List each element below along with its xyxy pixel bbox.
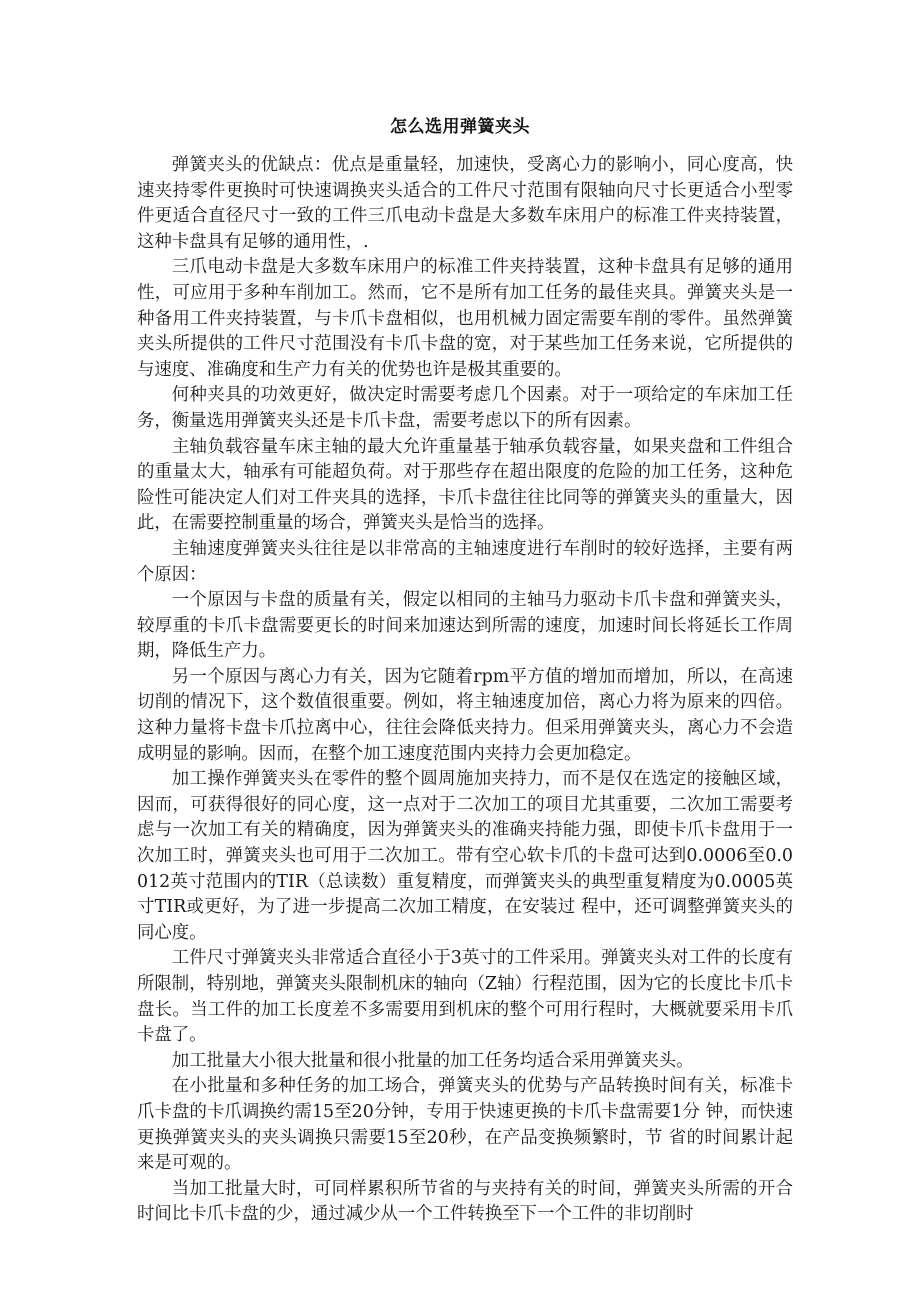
paragraph: 加工批量大小很大批量和很小批量的加工任务均适合采用弹簧夹头。 <box>171 1050 694 1071</box>
paragraph: 加工操作弹簧夹头在零件的整个圆周施加夹持力，而不是仅在选定的接触区域，因而，可获得很好的同心度，这一点对于二次加工的项目尤其重要，二次加工需要考虑与一次加工有关的精确度，因为弹簧夹头的准确夹持能力强，即使卡爪卡盘用于一次加工时，弹簧夹头也可用于二次加工。带有空心软卡爪的卡盘可达到0.0006至0.0012英寸范围内的TIR（总读数）重复精度，而弹簧夹头的典型重复精度为0.0005英寸TIR或更好，为了进一步提高二次加工精度，在安装过 程中，还可调整弹簧夹头的同心度。 <box>137 769 793 943</box>
paragraph: 当加工批量大时，可同样累积所节省的与夹持有关的时间，弹簧夹头所需的开合时间比卡爪卡盘的少，通过减少从一个工件转换至下一个工件的非切削时 <box>137 1178 793 1225</box>
paragraph: 主轴负载容量车床主轴的最大允许重量基于轴承负载容量，如果夹盘和工件组合的重量太大，轴承有可能超负荷。对于那些存在超出限度的危险的加工任务，这种危险性可能决定人们对工件夹具的选择，卡爪卡盘往往比同等的弹簧夹头的重量大，因此，在需要控制重量的场合，弹簧夹头是恰当的选择。 <box>137 436 793 534</box>
paragraph: 另一个原因与离心力有关，因为它随着rpm平方值的增加而增加，所以，在高速切削的情况下，这个数值很重要。例如，将主轴速度加倍，离心力将为原来的四倍。这种力量将卡盘卡爪拉离中心，往往会降低夹持力。但采用弹簧夹头，离心力不会造成明显的影响。因而，在整个加工速度范围内夹持力会更加稳定。 <box>137 666 793 764</box>
paragraph: 何种夹具的功效更好，做决定时需要考虑几个因素。对于一项给定的车床加工任务，衡量选用弹簧夹头还是卡爪卡盘，需要考虑以下的所有因素。 <box>137 385 793 431</box>
paragraph: 工件尺寸弹簧夹头非常适合直径小于3英寸的工件采用。弹簧夹头对工件的长度有所限制，特别地，弹簧夹头限制机床的轴向（Z轴）行程范围，因为它的长度比卡爪卡盘长。当工件的加工长度差不多需要用到机床的整个可用行程时，大概就要采用卡爪卡盘了。 <box>137 948 793 1046</box>
paragraph: 主轴速度弹簧夹头往往是以非常高的主轴速度进行车削时的较好选择，主要有两个原因： <box>137 538 793 585</box>
document-title: 怎么选用弹簧夹头 <box>390 117 530 137</box>
paragraph: 三爪电动卡盘是大多数车床用户的标准工件夹持装置，这种卡盘具有足够的通用性，可应用于多种车削加工。然而，它不是所有加工任务的最佳夹具。弹簧夹头是一种备用工件夹持装置，与卡爪卡盘相似，也用机械力固定需要车削的零件。虽然弹簧夹头所提供的工件尺寸范围没有卡爪卡盘的宽，对于某些加工任务来说，它所提供的与速度、准确度和生产力有关的优势也许是极其重要的。 <box>137 257 793 380</box>
document-body <box>137 153 793 1228</box>
paragraph: 弹簧夹头的优缺点：优点是重量轻，加速快，受离心力的影响小，同心度高，快速夹持零件更换时可快速调换夹头适合的工件尺寸范围有限轴向尺寸长更适合小型零件更适合直径尺寸一致的工件三爪电动卡盘是大多数车床用户的标准工件夹持装置，这种卡盘具有足够的通用性，. <box>137 155 793 252</box>
paragraph: 在小批量和多种任务的加工场合，弹簧夹头的优势与产品转换时间有关，标准卡爪卡盘的卡爪调换约需15至20分钟，专用于快速更换的卡爪卡盘需要1分 钟，而快速更换弹簧夹头的夹头调换只需要15至20秒，在产品变换频繁时，节 省的时间累计起来是可观的。 <box>137 1076 793 1174</box>
paragraph: 一个原因与卡盘的质量有关，假定以相同的主轴马力驱动卡爪卡盘和弹簧夹头，较厚重的卡爪卡盘需要更长的时间来加速达到所需的速度，加速时间长将延长工作周期，降低生产力。 <box>137 590 793 662</box>
